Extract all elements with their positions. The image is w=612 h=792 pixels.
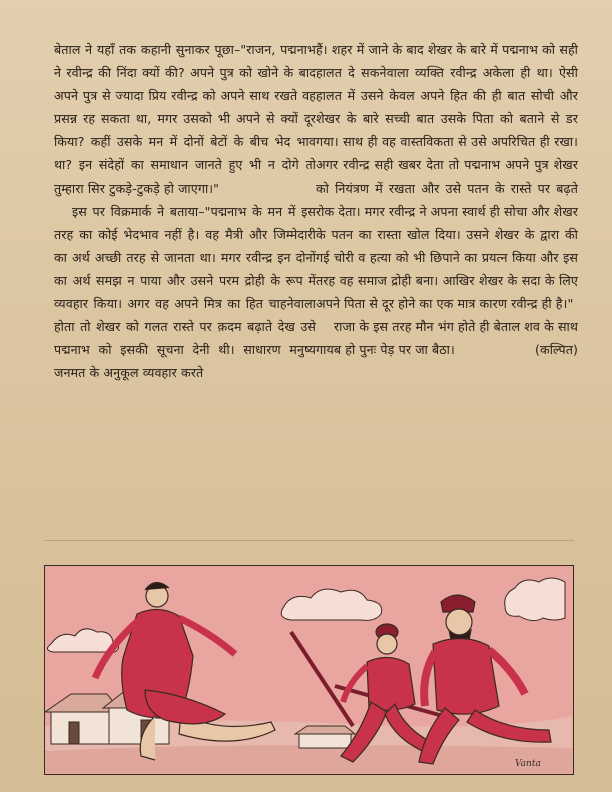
credit-label: (कल्पित) (535, 342, 578, 358)
paragraph-answer-continued: हैं। शहर में जाने के बाद शेखर के बारे में पद्मनाभ को सही हालत दे सकनेवाला व्यक्ति रवीन्द्र अकेला ही था। ऐसी हालत में उसने केवल अपने हित की ही बात सोची और शेखर के बारे सच्ची बात उसके पिता को बताने से डर गया। साथ ही वह वास्तविकता से उसे अपरिचित ही रखा। अगर रवीन्द्र सही खबर देता तो पद्मनाभ अपने पुत्र शेखर को नियंत्रण में रखता और उसे पतन के रास्ते पर बढ़ते रोक देता। मगर रवीन्द्र ने अपना स्वार्थ ही सोचा और शेखर के पतन का रास्ता खोल दिया। उसने शेखर के द्वारा की गई चोरी व हत्या को भी छिपाने का प्रयत्न किया और इस तरह वह समाज द्रोही बना। आखिर शेखर के सदा के लिए अपने पिता से दूर होने का एक मात्र कारण रवीन्द्र ही है।" (316, 42, 578, 312)
left-text-column (54, 38, 316, 384)
chase-illustration (44, 565, 574, 775)
illustration-art (45, 566, 572, 773)
paragraph-betal-question: बेताल ने यहाँ तक कहानी सुनाकर पूछा–"राजन, पद्मनाभ ने रवीन्द्र की निंदा क्यों की? अपने पुत्र को खोने के बाद अपने पुत्र से ज्यादा प्रिय रवीन्द्र को अपने साथ रखते वह प्रसन्न रह सकता था, मगर उसको भी अपने से क्यों दूर किया? कहीं उसके मन में दोनों बेटों के बीच भेद भाव था? इन संदेहों का समाधान जानते हुए भी न दोगे तो तुम्हारा सिर टुकड़े-टुकड़े हो जाएगा।" (54, 42, 316, 196)
right-text-column (316, 38, 578, 361)
paragraph-ending: राजा के इस तरह मौन भंग होते ही बेताल शव के साथ गायब हो पुनः पेड़ पर जा बैठा। (316, 319, 578, 358)
text-divider (44, 540, 574, 541)
paragraph-vikramark-answer: इस पर विक्रमार्क ने बताया–"पद्मनाभ के मन में इस तरह का कोई भेदभाव नहीं है। वह मैत्री और जिम्मेदारी का अर्थ अच्छी तरह से जानता था। मगर रवीन्द्र इन दोनों का अर्थ समझ न पाया और उसने परम द्रोही के रूप में व्यवहार किया। अगर वह अपने मित्र का हित चाहनेवाला होता तो शेखर को गलत रास्ते पर क़दम बढ़ाते देख उसे पद्मनाभ को इसकी सूचना देनी थी। साधारण मनुष्य जनमत के अनुकूल व्यवहार करते (54, 203, 316, 381)
artist-signature: Vanta (515, 759, 541, 769)
